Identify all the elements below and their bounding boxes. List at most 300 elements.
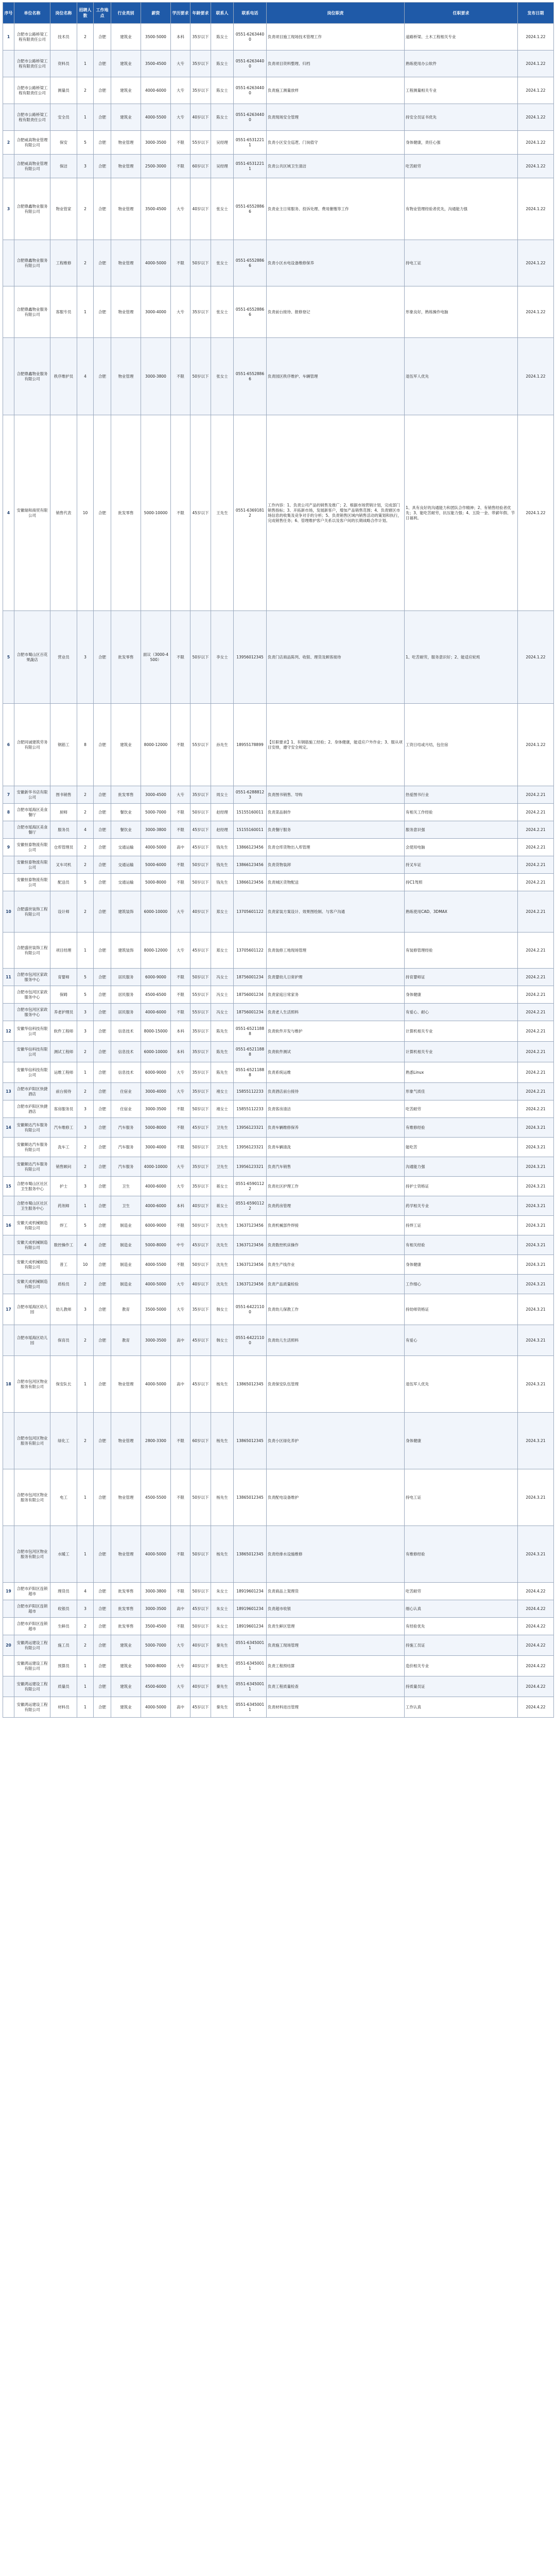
row-number: 18 (3, 1356, 14, 1413)
table-row (3, 1526, 554, 1583)
education: 不限 (171, 1255, 190, 1275)
salary: 3000-4500 (141, 786, 171, 804)
publish-date: 2024.1.22 (518, 286, 554, 338)
contact-phone: 15155160011 (234, 821, 267, 839)
industry: 汽车服务 (111, 1157, 141, 1177)
age-requirement: 40岁以下 (190, 1676, 211, 1697)
table-row (3, 1177, 554, 1196)
job-requirements: 道路桥梁、土木工程相关专业 (405, 24, 518, 50)
job-duties: 负责数控机床操作 (267, 1235, 405, 1255)
contact-phone: 0551-65312211 (234, 131, 267, 155)
company-name: 安徽恒泰物流有限公司 (14, 856, 50, 874)
contact-person: 陈女士 (211, 50, 234, 77)
job-duties: 负责现场安全管理 (267, 104, 405, 131)
job-duties: 负责材料进出管理 (267, 1697, 405, 1718)
row-number (3, 1196, 14, 1216)
contact-phone: 13866123456 (234, 839, 267, 856)
company-name: 安徽天成机械制造有限公司 (14, 1216, 50, 1235)
company-name: 合肥市包河区物业服务有限公司 (14, 1356, 50, 1413)
contact-phone: 13866123456 (234, 856, 267, 874)
table-row (3, 1294, 554, 1325)
education: 中专 (171, 1235, 190, 1255)
headcount: 4 (77, 1235, 94, 1255)
headcount: 2 (77, 839, 94, 856)
job-requirements: 造价相关专业 (405, 1656, 518, 1676)
work-location: 合肥 (94, 1021, 111, 1042)
publish-date: 2024.3.21 (518, 1356, 554, 1413)
industry: 批发零售 (111, 1618, 141, 1635)
job-title: 物业管家 (50, 178, 77, 240)
publish-date: 2024.3.21 (518, 1294, 554, 1325)
education: 高中 (171, 1325, 190, 1356)
contact-phone: 0551-63691812 (234, 415, 267, 611)
industry: 居民服务 (111, 986, 141, 1004)
job-title: 资料员 (50, 50, 77, 77)
contact-person: 钱先生 (211, 856, 234, 874)
education: 大专 (171, 1275, 190, 1294)
industry: 居民服务 (111, 1004, 141, 1021)
job-title: 预算员 (50, 1656, 77, 1676)
age-requirement: 45岁以下 (190, 1118, 211, 1138)
job-duties: 负责产品质量检验 (267, 1275, 405, 1294)
salary: 5000-8000 (141, 874, 171, 891)
table-row (3, 104, 554, 131)
work-location: 合肥 (94, 1583, 111, 1600)
column-header: 岗位名称 (50, 3, 77, 24)
publish-date: 2024.2.21 (518, 1062, 554, 1083)
industry: 交通运输 (111, 856, 141, 874)
salary: 4500-6500 (141, 986, 171, 1004)
table-row (3, 1469, 554, 1526)
headcount: 1 (77, 1526, 94, 1583)
row-number (3, 1255, 14, 1275)
industry: 制造业 (111, 1275, 141, 1294)
age-requirement: 50岁以下 (190, 611, 211, 704)
contact-person: 李女士 (211, 611, 234, 704)
row-number: 20 (3, 1635, 14, 1656)
industry: 建筑装饰 (111, 933, 141, 969)
industry: 建筑业 (111, 50, 141, 77)
education: 本科 (171, 24, 190, 50)
salary: 3000-4000 (141, 1083, 171, 1100)
company-name: 合肥市蜀山区社区卫生服务中心 (14, 1196, 50, 1216)
industry: 建筑业 (111, 24, 141, 50)
table-row (3, 969, 554, 986)
job-duties: 负责业主日常服务、投诉处理、费用催缴等工作 (267, 178, 405, 240)
contact-person: 杨先生 (211, 1413, 234, 1469)
job-requirements: 持施工员证 (405, 1635, 518, 1656)
headcount: 5 (77, 969, 94, 986)
job-requirements: 持C1驾照 (405, 874, 518, 891)
contact-person: 褚女士 (211, 1083, 234, 1100)
table-row (3, 1042, 554, 1062)
age-requirement: 45岁以下 (190, 821, 211, 839)
education: 不限 (171, 1469, 190, 1526)
publish-date: 2024.1.22 (518, 50, 554, 77)
row-number: 2 (3, 131, 14, 155)
contact-phone: 0551-64221100 (234, 1294, 267, 1325)
education: 大专 (171, 1676, 190, 1697)
table-row (3, 1600, 554, 1618)
row-number: 10 (3, 891, 14, 933)
job-requirements: 有爱心 (405, 1325, 518, 1356)
age-requirement: 50岁以下 (190, 1618, 211, 1635)
work-location: 合肥 (94, 986, 111, 1004)
job-duties: 负责机械部件焊接 (267, 1216, 405, 1235)
job-duties: 负责配电设备维护 (267, 1469, 405, 1526)
salary: 4000-10000 (141, 1157, 171, 1177)
job-requirements: 持幼师资格证 (405, 1294, 518, 1325)
job-requirements: 热爱图书行业 (405, 786, 518, 804)
contact-person: 沈先生 (211, 1235, 234, 1255)
contact-phone: 0551-63450011 (234, 1697, 267, 1718)
job-title: 钢筋工 (50, 704, 77, 786)
work-location: 合肥 (94, 104, 111, 131)
company-name: 合肥市庐阳区连锁超市 (14, 1583, 50, 1600)
job-title: 质量员 (50, 1676, 77, 1697)
contact-person: 秦先生 (211, 1697, 234, 1718)
education: 大专 (171, 1177, 190, 1196)
salary: 3000-4000 (141, 1138, 171, 1157)
publish-date: 2024.4.22 (518, 1676, 554, 1697)
publish-date: 2024.2.21 (518, 969, 554, 986)
contact-phone: 15855112233 (234, 1100, 267, 1118)
age-requirement: 50岁以下 (190, 1469, 211, 1526)
education: 不限 (171, 821, 190, 839)
work-location: 合肥 (94, 1656, 111, 1676)
headcount: 3 (77, 1118, 94, 1138)
headcount: 4 (77, 821, 94, 839)
industry: 物业管理 (111, 1526, 141, 1583)
headcount: 2 (77, 24, 94, 50)
job-duties: 负责软件测试 (267, 1042, 405, 1062)
column-header: 行业类别 (111, 3, 141, 24)
job-requirements: 熟练使用办公软件 (405, 50, 518, 77)
publish-date: 2024.3.21 (518, 1118, 554, 1138)
table-row (3, 131, 554, 155)
work-location: 合肥 (94, 178, 111, 240)
job-requirements: 持安全员证书优先 (405, 104, 518, 131)
job-duties: 负责家庭日常家务 (267, 986, 405, 1004)
contact-person: 张女士 (211, 240, 234, 286)
contact-person: 朱女士 (211, 1583, 234, 1600)
headcount: 5 (77, 1216, 94, 1235)
age-requirement: 40岁以下 (190, 178, 211, 240)
row-number: 17 (3, 1294, 14, 1325)
company-name: 安徽顺达汽车服务有限公司 (14, 1118, 50, 1138)
job-title: 育婴师 (50, 969, 77, 986)
age-requirement: 45岁以下 (190, 933, 211, 969)
education: 不限 (171, 155, 190, 178)
contact-phone: 0551-65211888 (234, 1062, 267, 1083)
industry: 建筑装饰 (111, 891, 141, 933)
publish-date: 2024.4.22 (518, 1656, 554, 1676)
headcount: 1 (77, 933, 94, 969)
education: 不限 (171, 856, 190, 874)
work-location: 合肥 (94, 1356, 111, 1413)
company-name: 合肥市瑶海区美食餐厅 (14, 804, 50, 821)
row-number (3, 856, 14, 874)
row-number: 13 (3, 1083, 14, 1100)
headcount: 3 (77, 1294, 94, 1325)
education: 不限 (171, 1004, 190, 1021)
row-number (3, 240, 14, 286)
contact-phone: 0551-62634400 (234, 104, 267, 131)
contact-person: 秦先生 (211, 1676, 234, 1697)
age-requirement: 50岁以下 (190, 874, 211, 891)
job-requirements: 能吃苦 (405, 1138, 518, 1157)
table-row (3, 839, 554, 856)
job-title: 技术员 (50, 24, 77, 50)
table-row (3, 611, 554, 704)
industry: 建筑业 (111, 1697, 141, 1718)
job-requirements: 持电工证 (405, 1469, 518, 1526)
company-name: 安徽新华书店有限公司 (14, 786, 50, 804)
job-duties: 负责保安队伍管理 (267, 1356, 405, 1413)
row-number (3, 1656, 14, 1676)
industry: 物业管理 (111, 178, 141, 240)
publish-date: 2024.1.22 (518, 131, 554, 155)
row-number: 6 (3, 704, 14, 786)
contact-phone: 13865012345 (234, 1469, 267, 1526)
job-title: 保安 (50, 131, 77, 155)
job-duties: 负责园区秩序维护、车辆管理 (267, 338, 405, 415)
job-duties: 负责工程预结算 (267, 1656, 405, 1676)
company-name: 安徽顺达汽车服务有限公司 (14, 1138, 50, 1157)
company-name: 合肥市公路桥梁工程有限责任公司 (14, 50, 50, 77)
contact-phone: 13637123456 (234, 1235, 267, 1255)
salary: 4000-5000 (141, 1275, 171, 1294)
job-title: 客房服务员 (50, 1100, 77, 1118)
industry: 物业管理 (111, 1469, 141, 1526)
job-title: 测量员 (50, 77, 77, 104)
row-number: 14 (3, 1118, 14, 1138)
contact-person: 褚女士 (211, 1100, 234, 1118)
row-number: 3 (3, 178, 14, 240)
headcount: 1 (77, 1469, 94, 1526)
contact-person: 朱女士 (211, 1600, 234, 1618)
salary: 4000-5000 (141, 839, 171, 856)
age-requirement: 60岁以下 (190, 1413, 211, 1469)
contact-person: 朱女士 (211, 1618, 234, 1635)
contact-person: 赵经理 (211, 821, 234, 839)
industry: 制造业 (111, 1216, 141, 1235)
company-name: 合肥市庐阳区快捷酒店 (14, 1083, 50, 1100)
industry: 住宿业 (111, 1083, 141, 1100)
headcount: 5 (77, 131, 94, 155)
industry: 建筑业 (111, 1656, 141, 1676)
age-requirement: 35岁以下 (190, 1042, 211, 1062)
industry: 制造业 (111, 1235, 141, 1255)
salary: 3000-3500 (141, 131, 171, 155)
contact-person: 郑女士 (211, 933, 234, 969)
job-duties: 负责老人生活照料 (267, 1004, 405, 1021)
company-name: 合肥市瑶海区幼儿园 (14, 1325, 50, 1356)
row-number (3, 1469, 14, 1526)
company-name: 合肥威高物业管理有限公司 (14, 155, 50, 178)
company-name: 安徽鸿运建设工程有限公司 (14, 1635, 50, 1656)
work-location: 合肥 (94, 1413, 111, 1469)
column-header: 招聘人数 (77, 3, 94, 24)
work-location: 合肥 (94, 415, 111, 611)
contact-person: 沈先生 (211, 1255, 234, 1275)
contact-person: 冯女士 (211, 969, 234, 986)
publish-date: 2024.3.21 (518, 1469, 554, 1526)
work-location: 合肥 (94, 50, 111, 77)
age-requirement: 55岁以下 (190, 704, 211, 786)
age-requirement: 35岁以下 (190, 24, 211, 50)
publish-date: 2024.3.21 (518, 1275, 554, 1294)
headcount: 2 (77, 1275, 94, 1294)
job-duties: 负责生产线作业 (267, 1255, 405, 1275)
contact-phone: 13705601122 (234, 891, 267, 933)
company-name: 安徽恒泰物流有限公司 (14, 839, 50, 856)
work-location: 合肥 (94, 874, 111, 891)
company-name: 合肥市公路桥梁工程有限责任公司 (14, 104, 50, 131)
salary: 4500-6000 (141, 1676, 171, 1697)
publish-date: 2024.2.21 (518, 1004, 554, 1021)
publish-date: 2024.1.22 (518, 155, 554, 178)
job-duties: 负责车辆维修保养 (267, 1118, 405, 1138)
contact-phone: 18919601234 (234, 1600, 267, 1618)
contact-phone: 15155160011 (234, 804, 267, 821)
job-requirements: 沟通能力强 (405, 1157, 518, 1177)
age-requirement: 50岁以下 (190, 1526, 211, 1583)
table-row (3, 1083, 554, 1100)
publish-date: 2024.1.22 (518, 104, 554, 131)
row-number (3, 1042, 14, 1062)
company-name: 安徽鸿运建设工程有限公司 (14, 1656, 50, 1676)
work-location: 合肥 (94, 704, 111, 786)
industry: 建筑业 (111, 77, 141, 104)
row-number (3, 1526, 14, 1583)
salary: 6000-9000 (141, 1062, 171, 1083)
job-requirements: 工作认真 (405, 1697, 518, 1718)
education: 不限 (171, 969, 190, 986)
row-number (3, 1697, 14, 1718)
publish-date: 2024.2.21 (518, 874, 554, 891)
age-requirement: 35岁以下 (190, 1157, 211, 1177)
work-location: 合肥 (94, 804, 111, 821)
contact-person: 秦先生 (211, 1656, 234, 1676)
publish-date: 2024.1.22 (518, 178, 554, 240)
publish-date: 2024.1.22 (518, 240, 554, 286)
row-number (3, 155, 14, 178)
row-number (3, 821, 14, 839)
job-duties: 负责餐厅服务 (267, 821, 405, 839)
contact-phone: 0551-65211888 (234, 1042, 267, 1062)
work-location: 合肥 (94, 1325, 111, 1356)
work-location: 合肥 (94, 1235, 111, 1255)
company-name: 合肥市包河区物业服务有限公司 (14, 1469, 50, 1526)
industry: 居民服务 (111, 969, 141, 986)
contact-person: 王先生 (211, 415, 234, 611)
job-requirements: 形象气质佳 (405, 1083, 518, 1100)
table-row (3, 1216, 554, 1235)
age-requirement: 40岁以下 (190, 1196, 211, 1216)
table-row (3, 1325, 554, 1356)
headcount: 2 (77, 240, 94, 286)
company-name: 合肥鼎鑫物业服务有限公司 (14, 178, 50, 240)
headcount: 2 (77, 1635, 94, 1656)
company-name: 合肥盛世装饰工程有限公司 (14, 891, 50, 933)
industry: 卫生 (111, 1177, 141, 1196)
table-row (3, 1635, 554, 1656)
job-duties: 负责软件开发与维护 (267, 1021, 405, 1042)
company-name: 合肥市包河区家政服务中心 (14, 1004, 50, 1021)
job-title: 焊工 (50, 1216, 77, 1235)
education: 本科 (171, 1196, 190, 1216)
age-requirement: 45岁以下 (190, 839, 211, 856)
salary: 4000-5500 (141, 1255, 171, 1275)
publish-date: 2024.2.21 (518, 986, 554, 1004)
age-requirement: 50岁以下 (190, 856, 211, 874)
column-header: 年龄要求 (190, 3, 211, 24)
job-requirements: 工作细心 (405, 1275, 518, 1294)
education: 不限 (171, 986, 190, 1004)
age-requirement: 60岁以下 (190, 155, 211, 178)
row-number (3, 1157, 14, 1177)
column-header: 单位名称 (14, 3, 50, 24)
job-requirements: 吃苦耐劳 (405, 1583, 518, 1600)
recruitment-table-container (3, 2, 553, 1718)
job-title: 客服专员 (50, 286, 77, 338)
salary: 6000-10000 (141, 1042, 171, 1062)
age-requirement: 50岁以下 (190, 338, 211, 415)
age-requirement: 40岁以下 (190, 1635, 211, 1656)
row-number: 7 (3, 786, 14, 804)
job-requirements: 持焊工证 (405, 1216, 518, 1235)
publish-date: 2024.3.21 (518, 1413, 554, 1469)
age-requirement: 55岁以下 (190, 986, 211, 1004)
job-duties: 负责门店商品陈列、收银、理货及顾客接待 (267, 611, 405, 704)
table-row (3, 1656, 554, 1676)
job-duties: 负责小区水电设备维修保养 (267, 240, 405, 286)
company-name: 安徽鸿运建设工程有限公司 (14, 1697, 50, 1718)
age-requirement: 35岁以下 (190, 77, 211, 104)
contact-phone: 0551-65528866 (234, 178, 267, 240)
salary: 2500-3000 (141, 155, 171, 178)
education: 不限 (171, 1100, 190, 1118)
company-name: 合肥威高物业管理有限公司 (14, 131, 50, 155)
industry: 物业管理 (111, 131, 141, 155)
salary: 3000-3800 (141, 338, 171, 415)
headcount: 2 (77, 1138, 94, 1157)
row-number: 1 (3, 24, 14, 50)
job-requirements: 1、吃苦耐劳，服务意识好；2、能适应轮班 (405, 611, 518, 704)
company-name: 合肥市瑶海区幼儿园 (14, 1294, 50, 1325)
work-location: 合肥 (94, 1216, 111, 1235)
industry: 汽车服务 (111, 1138, 141, 1157)
work-location: 合肥 (94, 1618, 111, 1635)
publish-date: 2024.4.22 (518, 1583, 554, 1600)
industry: 卫生 (111, 1196, 141, 1216)
column-header: 学历要求 (171, 3, 190, 24)
publish-date: 2024.2.21 (518, 1100, 554, 1118)
contact-phone: 18919601234 (234, 1618, 267, 1635)
headcount: 1 (77, 1676, 94, 1697)
headcount: 3 (77, 611, 94, 704)
job-title: 配送员 (50, 874, 77, 891)
industry: 汽车服务 (111, 1118, 141, 1138)
job-title: 药剂师 (50, 1196, 77, 1216)
age-requirement: 35岁以下 (190, 1062, 211, 1083)
contact-phone: 0551-65528866 (234, 286, 267, 338)
table-row (3, 1004, 554, 1021)
job-requirements: 持护士资格证 (405, 1177, 518, 1196)
headcount: 1 (77, 1196, 94, 1216)
industry: 批发零售 (111, 1583, 141, 1600)
